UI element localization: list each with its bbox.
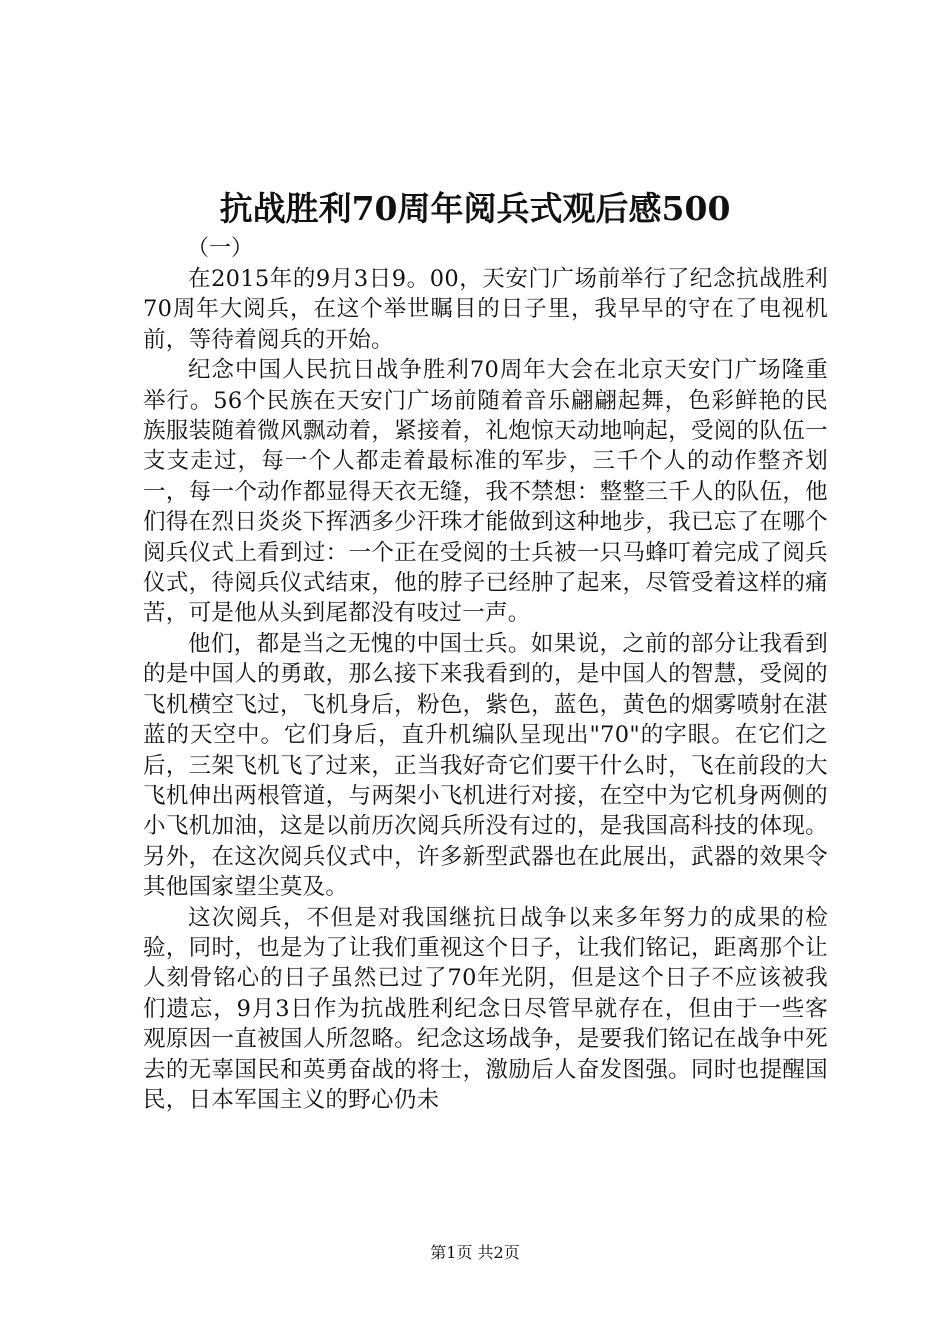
section-marker: （一） [187, 236, 254, 261]
document-body [143, 234, 828, 1115]
paragraph-3: 他们，都是当之无愧的中国士兵。如果说，之前的部分让我看到的是中国人的勇敢，那么接下来我看到的，是中国人的智慧，受阅的飞机横空飞过，飞机身后，粉色，紫色，蓝色，黄色的烟雾喷射在湛蓝的天空中。它们身后，直升机编队呈现出"70"的字眼。在它们之后，三架飞机飞了过来，正当我好奇它们要干什么时，飞在前段的大飞机伸出两根管道，与两架小飞机进行对接，在空中为它机身两侧的小飞机加油，这是以前历次阅兵所没有过的，是我国高科技的体现。另外，在这次阅兵仪式中，许多新型武器也在此展出，武器的效果令其他国家望尘莫及。 [143, 630, 828, 901]
paragraph-4: 这次阅兵，不但是对我国继抗日战争以来多年努力的成果的检验，同时，也是为了让我们重视这个日子，让我们铭记，距离那个让人刻骨铭心的日子虽然已过了70年光阴，但是这个日子不应该被我们遗忘，9月3日作为抗战胜利纪念日尽管早就存在，但由于一些客观原因一直被国人所忽略。纪念这场战争，是要我们铭记在战争中死去的无辜国民和英勇奋战的将士，激励后人奋发图强。同时也提醒国民，日本军国主义的野心仍未 [143, 904, 828, 1113]
document-title: 抗战胜利70周年阅兵式观后感500 [219, 189, 731, 228]
page-footer: 第1页 共2页 [430, 1243, 520, 1262]
paragraph-2: 纪念中国人民抗日战争胜利70周年大会在北京天安门广场隆重举行。56个民族在天安门广场前随着音乐翩翩起舞，色彩鲜艳的民族服装随着微风飘动着，紧接着，礼炮惊天动地响起，受阅的队伍一支支走过，每一个人都走着最标准的军步，三千个人的动作整齐划一，每一个动作都显得天衣无缝，我不禁想：整整三千人的队伍，他们得在烈日炎炎下挥洒多少汗珠才能做到这种地步，我已忘了在哪个阅兵仪式上看到过：一个正在受阅的士兵被一只马蜂叮着完成了阅兵仪式，待阅兵仪式结束，他的脖子已经肿了起来，尽管受着这样的痛苦，可是他从头到尾都没有吱过一声。 [143, 357, 828, 627]
paragraph-1: 在2015年的9月3日9。00，天安门广场前举行了纪念抗战胜利70周年大阅兵，在这个举世瞩目的日子里，我早早的守在了电视机前，等待着阅兵的开始。 [143, 266, 828, 353]
